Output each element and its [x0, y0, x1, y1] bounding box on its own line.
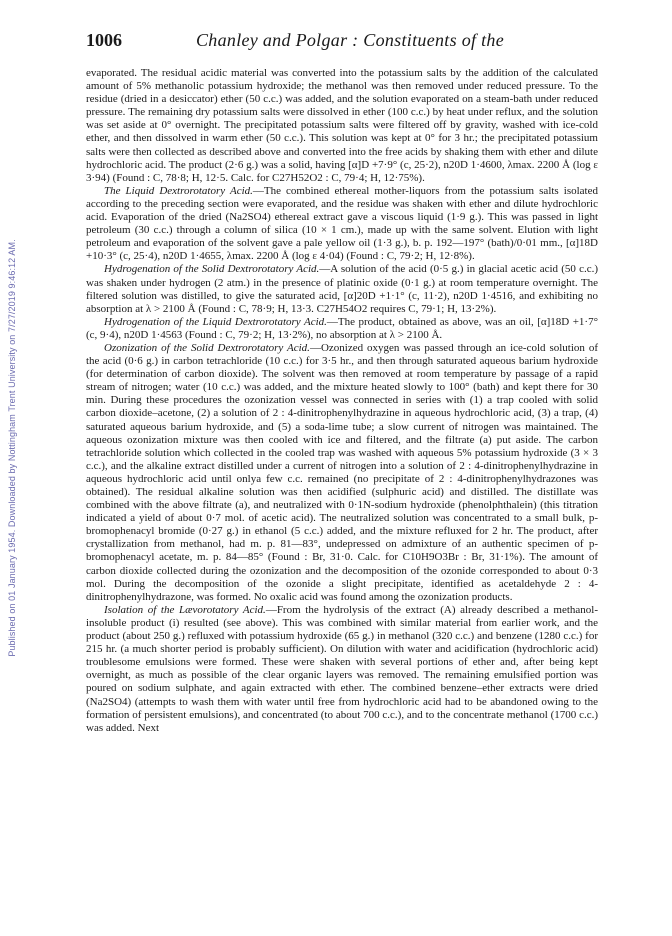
paragraph	[86, 604, 598, 735]
paragraph-heading: Isolation of the Lævorotatory Acid.	[104, 603, 266, 616]
running-title: Chanley and Polgar : Constituents of the	[196, 30, 504, 50]
paragraph-heading: Hydrogenation of the Liquid Dextrorotatory Acid.	[104, 315, 327, 328]
paragraph-text: —A solution of the acid (0·5 g.) in glacial acetic acid (50 c.c.) was shaken under hydrogen (2 atm.) in the presence of platinic oxide (0·1 g.) at room temperature overnight. The filtered solution was distilled, to give the saturated acid, [α]20D +1·1° (c, 11·2), n20D 1·4516, and exhibiting no absorption at λ > 2100 Å (Found : C, 78·9; H, 13·3. C27H54O2 requires C, 79·1; H, 13·2%).	[86, 263, 599, 315]
publication-watermark	[6, 128, 18, 768]
page-header	[86, 30, 596, 52]
paragraph	[86, 342, 598, 604]
watermark-text: Published on 01 January 1954. Downloaded by Nottingham Trent University on 7/27/2019 9:46:12 AM.	[7, 239, 17, 657]
paragraph-text: —Ozonized oxygen was passed through an ice-cold solution of the acid (0·6 g.) in carbon tetrachloride (10 c.c.) for 3·5 hr., and then through saturated aqueous barium hydroxide (for determination of carbon dioxide). The solvent was then removed at room temperature by passage of a rapid stream of nitrogen; water (10 c.c.) was added, and the mixture heated slowly to 100° (bath) and kept there for 30 min. During these procedures the ozonization vessel was connected in series with (1) a trap cooled with solid carbon dioxide–acetone, (2) a solution of 2 : 4-dinitrophenylhydrazine in aqueous hydrochloric acid, (3) a trap, (4) saturated aqueous barium hydroxide, and (5) a soda-lime tube; a slow current of nitrogen was maintained. The aqueous ozonization mixture was then cooled with ice and filtered, and the filtrate (a) put aside. The carbon tetrachloride solution which collected in the cooled trap was washed with aqueous 5% potassium hydroxide (3 × 3 c.c.), and the alkaline extract distilled under a current of nitrogen into a solution of 2 : 4-dinitrophenylhydrazine in aqueous hydrochloric acid until onlya few c.c. remained (no precipitate of 2 : 4-dinitrophenylhydrazones was obtained). The residual alkaline solution was then acidified (sulphuric acid) and distilled. The distillate was combined with the above filtrate (a), and neutralized with 0·1N-sodium hydroxide (phenolphthalein) (this titration indicated a yield of about 0·7 mol. of acetic acid). The neutralized solution was concentrated to a small bulk, p-bromophenacyl bromide (0·27 g.) in ethanol (5 c.c.) added, and the mixture refluxed for 2 hr. The product, after crystallization from methanol, had m. p. 81—83°, undepressed on admixture of an authentic specimen of p-bromophenacyl acetate, m. p. 84—85° (Found : Br, 31·0. Calc. for C10H9O3Br : Br, 31·1%). The amount of carbon dioxide collected during the ozonization and the decomposition of the ozonide corresponded to about 0·3 mol. During the decomposition of the ozonide a slight precipitate, identified as acetaldehyde 2 : 4-dinitrophenylhydrazone, was formed. No oxalic acid was found among the ozonization products.	[86, 341, 598, 603]
paragraph-text: —The combined ethereal mother-liquors from the potassium salts isolated according to the preceding section were evaporated, and the residue was shaken with ether and dilute hydrochloric acid. Evaporation of the dried (Na2SO4) ethereal extract gave a viscous liquid (1·9 g.). This was passed in light petroleum (30 c.c.) through a column of silica (10 × 1 cm.), made up with the same solvent. Elution with light petroleum and evaporation of the solvent gave a pale yellow oil (1·3 g.), b. p. 192—197° (bath)/0·01 mm., [α]18D +10·3° (c, 25·4), n20D 1·4655, λmax. 2200 Å (log ε 4·04) (Found : C, 79·2; H, 12·8%).	[86, 184, 598, 263]
page-number: 1006	[86, 30, 122, 50]
paragraph-heading: Hydrogenation of the Solid Dextrorotatory Acid.	[104, 263, 320, 276]
paragraph-text: —From the hydrolysis of the extract (A) already described a methanol-insoluble product (i) resulted (see above). This was combined with similar material from earlier work, and the product (about 250 g.) refluxed with potassium hydroxide (65 g.) in methanol (320 c.c.) and benzene (1280 c.c.) for 215 hr. (a much shorter period is probably sufficient). On dilution with water and acidification (hydrochloric acid) troublesome emulsions were formed. These were shaken with several portions of ether and, after being kept overnight, as much as possible of the clear organic layers was removed. The remaining emulsified portion was poured on sodium sulphate, and again extracted with ether. The combined benzene–ether extracts were dried (Na2SO4) (attempts to wash them with water until free from hydrochloric acid had to be abandoned owing to the formation of persistent emulsions), and concentrated (to about 700 c.c.), and to the concentrate methanol (1700 c.c.) was added. Next	[86, 603, 598, 734]
paragraph-heading: Ozonization of the Solid Dextrorotatory Acid.	[104, 341, 310, 354]
paragraph-text: —The product, obtained as above, was an oil, [α]18D +1·7° (c, 9·4), n20D 1·4563 (Found : C, 79·2; H, 13·2%), no absorption at λ > 2100 Å.	[86, 315, 598, 341]
paragraph-text: evaporated. The residual acidic material was converted into the potassium salts by the addition of the calculated amount of 5% methanolic potassium hydroxide; the methanol was then removed under reduced pressure. To the residue (dried in a desiccator) ether (50 c.c.) was added, and the solution evaporated on a steam-bath under reduced pressure. The remaining dry potassium salts were dissolved in ether (100 c.c.) by heat under reflux, and the solution was set aside at 0° overnight. The precipitated potassium salts were filtered off by gravity, washed with ice-cold ether, and then dissolved in warm ether (50 c.c.). This solution was kept at 0° for 3 hr.; the precipitated potassium salts were then collected as described above and converted into the free acids by shaking them with ether and dilute hydrochloric acid. The product (2·6 g.) was a solid, having [α]D +7·9° (c, 25·2), n20D 1·4600, λmax. 2200 Å (log ε 3·94) (Found : C, 78·8; H, 12·5. Calc. for C27H52O2 : C, 79·4; H, 12·75%).	[86, 67, 598, 184]
article-body	[86, 67, 598, 735]
paragraph-heading: The Liquid Dextrorotatory Acid.	[104, 184, 253, 197]
paragraph	[86, 185, 598, 264]
paragraph	[86, 263, 598, 315]
paragraph	[86, 67, 598, 185]
paragraph	[86, 316, 598, 342]
